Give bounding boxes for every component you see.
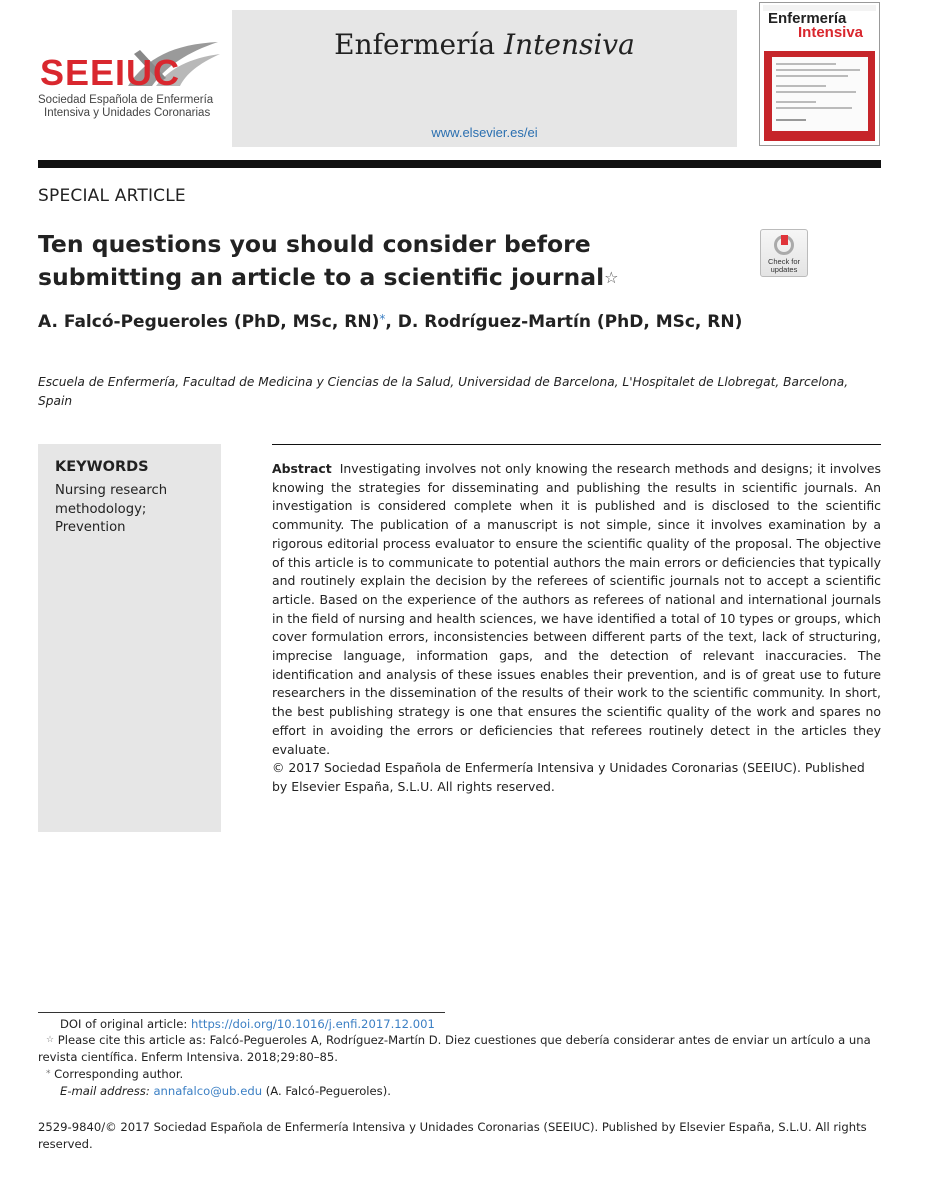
article-title: Ten questions you should consider before submitting an article to a scientific journal☆ bbox=[38, 230, 619, 291]
journal-cover-thumbnail[interactable] bbox=[759, 2, 880, 146]
corresponding-author-mark[interactable]: * bbox=[379, 312, 386, 326]
keywords-panel bbox=[38, 444, 221, 832]
keyword[interactable]: methodology; bbox=[55, 501, 147, 517]
doi-footnote: DOI of original article: https://doi.org/10.1016/j.enfi.2017.12.001 bbox=[60, 1017, 435, 1031]
email-footnote: E-mail address: annafalco@ub.edu (A. Falcó-Pegueroles). bbox=[60, 1084, 391, 1098]
logo-wordmark: SEEIUC bbox=[40, 52, 181, 93]
keyword[interactable]: Prevention bbox=[55, 520, 126, 535]
keyword[interactable]: Nursing research bbox=[55, 483, 168, 498]
journal-url-link[interactable]: www.elsevier.es/ei bbox=[431, 125, 538, 140]
logo-tagline: Intensiva y Unidades Coronarias bbox=[44, 107, 211, 119]
keywords-heading: KEYWORDS bbox=[55, 459, 149, 475]
header-rule bbox=[38, 160, 881, 168]
abstract bbox=[272, 460, 881, 759]
check-updates-label: Check for updates bbox=[767, 257, 801, 274]
authors bbox=[38, 312, 742, 332]
journal-header bbox=[232, 10, 737, 147]
abstract-text: Investigating involves not only knowing the research methods and designs; it involves knowing the strategies for disseminating and publishing the results in scientific journals. An investigation is considered complete when it is published and is disclosed to the scientific community. The publication of a manuscript is not simple, since it involves examination by a rigorous editorial process evaluator to ensure the scientific quality of the proposal. The objective of this article is to communicate to potential authors the main errors or deficiencies that typically and routinely explain the decision by the referees of scientific journals not to accept a scientific article. Based on the experience of the authors as referees of national and international journals in the field of nursing and health sciences, we have identified a total of 10 types or groups, which cover formulation errors, inconsistencies between different parts of the text, lack of structuring, imprecise language, information gaps, and the detection of relevant inaccuracies. The identification and analysis of these issues enables their prevention, and is of great use to future researchers in the dissemination of the results of their work to the scientific community. In short, the best publishing strategy is one that ensures the scientific quality of the work and spares no effort in avoiding the errors or deficiencies that referees routinely detect in the articles they evaluate. bbox=[272, 461, 881, 757]
bookmark-icon bbox=[781, 235, 788, 245]
abstract-copyright: © 2017 Sociedad Española de Enfermería Intensiva y Unidades Coronarias (SEEIUC). Published by Elsevier España, S.L.U. All rights reserved. bbox=[272, 760, 865, 794]
keywords-list bbox=[55, 482, 167, 538]
cover-title: Enfermería bbox=[768, 10, 847, 27]
title-footnote-mark[interactable]: ☆ bbox=[604, 268, 619, 287]
author-name: , D. Rodríguez-Martín (PhD, MSc, RN) bbox=[385, 312, 743, 332]
abstract-label: Abstract bbox=[272, 461, 332, 476]
cover-title: Intensiva bbox=[798, 24, 864, 41]
article-type: SPECIAL ARTICLE bbox=[38, 186, 186, 206]
abstract-rule bbox=[272, 444, 881, 445]
check-for-updates-button[interactable] bbox=[760, 229, 808, 277]
email-link[interactable]: annafalco@ub.edu bbox=[153, 1084, 263, 1098]
author-name: A. Falcó-Pegueroles (PhD, MSc, RN) bbox=[38, 312, 380, 332]
issn-line: 2529-9840/© 2017 Sociedad Española de Enfermería Intensiva y Unidades Coronarias (SEEIUC). Published by Elsevier España, S.L.U. All rights reserved. bbox=[38, 1120, 867, 1151]
seeiuc-logo bbox=[38, 38, 223, 124]
cite-footnote: ☆ Please cite this article as: Falcó-Pegueroles A, Rodríguez-Martín D. Diez cuestiones que debería considerar antes de enviar un artículo a una revista científica. Enferm Intensiva. 2018;29:80–85. bbox=[38, 1033, 871, 1064]
journal-title: Enfermería Intensiva bbox=[334, 28, 635, 61]
logo-tagline: Sociedad Española de Enfermería bbox=[38, 94, 214, 106]
footnote-rule bbox=[38, 1012, 445, 1013]
doi-link[interactable]: https://doi.org/10.1016/j.enfi.2017.12.001 bbox=[191, 1017, 435, 1031]
affiliation: Escuela de Enfermería, Facultad de Medicina y Ciencias de la Salud, Universidad de Barcelona, L'Hospitalet de Llobregat, Barcelona, Spain bbox=[38, 375, 849, 408]
corresponding-footnote: * Corresponding author. bbox=[46, 1067, 184, 1081]
